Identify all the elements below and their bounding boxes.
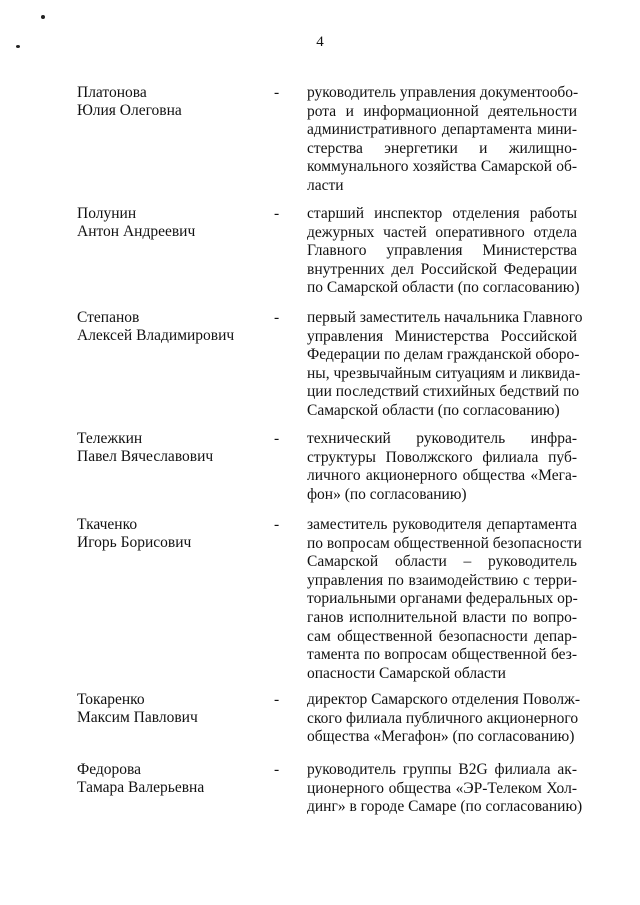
role-line: тамента по вопросам общественной без- [307,646,577,664]
role-line: личного акционерного общества «Мега- [307,467,577,485]
role-line: стерства энергетики и жилищно- [307,139,577,157]
role-line: директор Самарского отделения Поволж- [307,691,580,708]
given-names: Павел Вячеславович [77,448,214,465]
role-line: структуры Поволжского филиала пуб- [307,448,577,466]
role-line: технический руководитель инфра- [307,430,577,447]
role-line: сам общественной безопасности депар- [307,627,577,645]
role-line: ского филиала публичного акционерного [307,709,579,727]
given-names: Тамара Валерьевна [77,779,205,796]
surname: Платонова [77,84,147,101]
role-line: административного департамента мини- [307,121,577,139]
person-name [77,516,262,552]
position-description [307,761,583,817]
surname: Полунин [77,205,137,222]
scan-speck [41,15,45,19]
surname: Ткаченко [77,516,138,533]
separator-dash: - [274,516,280,533]
role-line: заместитель руководителя департамента [307,516,577,533]
position-description [307,430,577,504]
position-description [307,205,580,298]
person-name [77,761,262,797]
position-description [307,309,583,421]
separator-dash: - [274,205,280,222]
role-line: по Самарской области (по согласованию) [307,279,580,297]
separator-dash: - [274,430,280,447]
role-line: ласти [307,176,344,194]
given-names: Юлия Олеговна [77,102,182,119]
person-name [77,84,262,120]
person-name [77,309,262,345]
role-line: опасности Самарской области [307,664,506,682]
person-name [77,205,262,241]
role-line: ны, чрезвычайным ситуациям и ликвида- [307,364,581,382]
given-names: Антон Андреевич [77,223,196,240]
surname: Токаренко [77,691,145,708]
role-line: ганов исполнительной власти по вопро- [307,608,577,626]
role-line: ториальными органами федеральных ор- [307,590,578,608]
separator-dash: - [274,761,280,778]
role-line: дежурных частей оперативного отдела [307,223,577,241]
role-line: старший инспектор отделения работы [307,205,577,222]
page-number: 4 [316,34,324,50]
role-line: рота и информационной деятельности [307,102,577,120]
role-line: управления по взаимодействию с терри- [307,571,577,589]
person-name [77,691,262,727]
surname: Тележкин [77,430,143,447]
separator-dash: - [274,309,280,326]
given-names: Игорь Борисович [77,534,192,551]
given-names: Алексей Владимирович [77,327,235,344]
role-line: фон» (по согласованию) [307,485,467,503]
role-line: общества «Мегафон» (по согласованию) [307,728,575,746]
person-name [77,430,262,466]
position-description [307,84,577,196]
surname: Федорова [77,761,142,778]
given-names: Максим Павлович [77,709,198,726]
separator-dash: - [274,84,280,101]
separator-dash: - [274,691,280,708]
role-line: руководитель группы B2G филиала ак- [307,761,577,778]
position-description [307,516,582,683]
role-line: Главного управления Министерства [307,242,577,260]
role-line: руководитель управления документообо- [307,84,579,101]
surname: Степанов [77,309,140,326]
role-line: по вопросам общественной безопасности [307,534,582,552]
role-line: ции последствий стихийных бедствий по [307,383,580,401]
position-description [307,691,580,747]
role-line: Федерации по делам гражданской оборо- [307,346,580,364]
role-line: ционерного общества «ЭР-Телеком Хол- [307,779,577,797]
role-line: Самарской области (по согласованию) [307,401,560,419]
role-line: коммунального хозяйства Самарской об- [307,158,577,176]
role-line: первый заместитель начальника Главного [307,309,583,326]
role-line: динг» в городе Самаре (по согласованию) [307,798,583,816]
role-line: Самарской области – руководитель [307,553,577,571]
role-line: управления Министерства Российской [307,327,577,345]
role-line: внутренних дел Российской Федерации [307,260,577,278]
